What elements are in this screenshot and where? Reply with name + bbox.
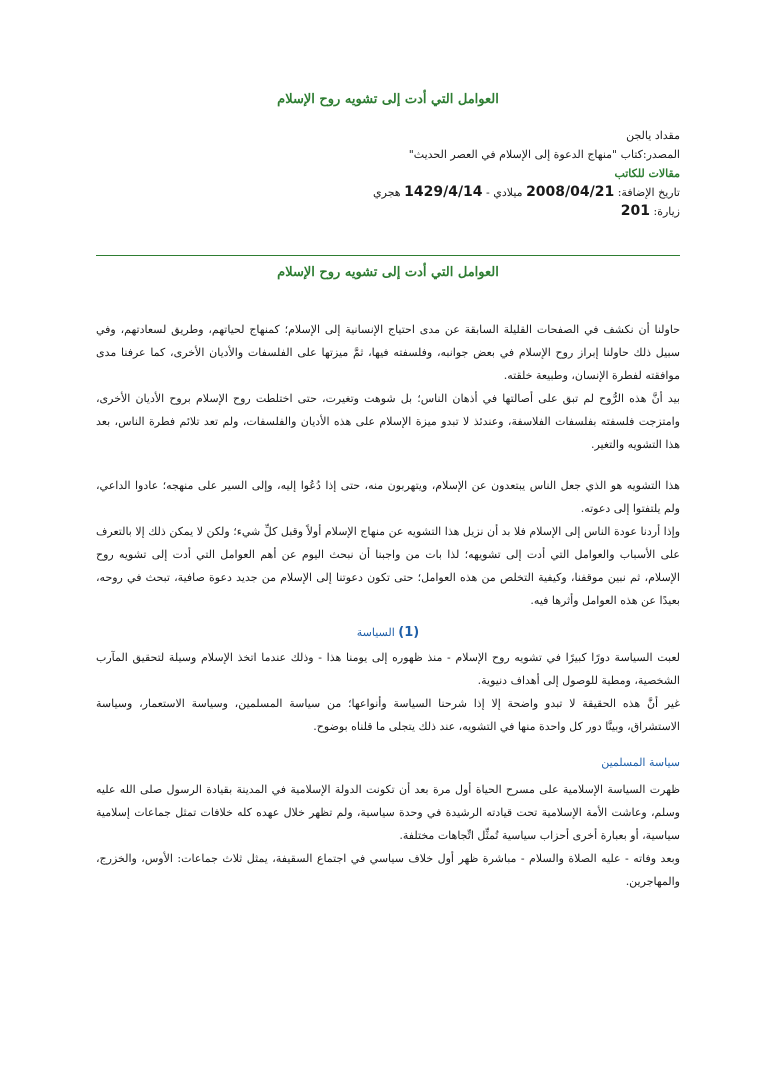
- visits-label: زيارة:: [653, 205, 680, 218]
- divider-line: [96, 255, 680, 256]
- source-text: كتاب "منهاج الدعوة إلى الإسلام في العصر الحديث": [408, 148, 643, 161]
- date-separator: -: [486, 186, 490, 199]
- date-hijri: 1429/4/14: [404, 184, 483, 200]
- date-label: تاريخ الإضافة:: [617, 186, 680, 199]
- page-title: العوامل التي أدت إلى تشويه روح الإسلام: [277, 92, 499, 107]
- date-gregorian: 2008/04/21: [526, 184, 615, 200]
- visits-line: [96, 202, 680, 221]
- paragraph: بيد أنَّ هذه الرُّوح لم تبق على أصالتها في أذهان الناس؛ بل شوهت وتغيرت، حتى اختلطت روح الإسلام بروح الأديان الأخرى، وامتزجت فلسفته بفلسفات الفلاسفة، وعندئذ لا تبدو ميزة الإسلام على هذه الأديان والفلسفات، ولم تعد تلائم فطرة الناس، بعد هذا التشويه والتغير.: [96, 392, 680, 451]
- article-metadata: [96, 126, 680, 221]
- author-name: مقداد يالجن: [626, 129, 680, 142]
- date-line: [96, 183, 680, 202]
- source-line: [96, 145, 680, 164]
- visits-count: 201: [620, 203, 650, 219]
- paragraph: وإذا أردنا عودة الناس إلى الإسلام فلا بد أن نزيل هذا التشويه عن منهاج الإسلام أولاً وقبل كلِّ شيء؛ ولكن لا يمكن ذلك إلا بالتعرف على الأسباب والعوامل التي أدت إلى تشويهه؛ لذا بات من واجبنا أن نبحث اليوم عن أهم العوامل التي أدت إلى تشويه روح الإسلام، ثم نبين موقفنا، وكيفية التخلص من هذه العوامل؛ حتى تكون دعوتنا إلى الإسلام من جديد دعوة صافية، تبحث في روحه، بعيدًا عن هذه العوامل وأثرها فيه.: [96, 525, 680, 607]
- hijri-word: هجري: [373, 186, 401, 199]
- section-number: (1): [398, 625, 420, 640]
- paragraph: وبعد وفاته - عليه الصلاة والسلام - مباشرة ظهر أول خلاف سياسي في اجتماع السقيفة، يمثل ثلاث جماعات: الأوس، والخزرج، والمهاجرين.: [96, 852, 680, 888]
- paragraph: ظهرت السياسة الإسلامية على مسرح الحياة أول مرة بعد أن تكونت الدولة الإسلامية في المدينة بقيادة الرسول صلى الله عليه وسلم، وعاشت الأمة الإسلامية تحت قيادته الرشيدة في وحدة سياسية، ولم تظهر خلال عهده كله خلافات تمثل جماعات إسلامية سياسية، أو بعبارة أخرى أحزاب سياسية تُمثِّل اتِّجاهات مختلفة.: [96, 783, 680, 842]
- article-body: [96, 318, 680, 893]
- author-articles-link[interactable]: مقالات للكاتب: [614, 167, 680, 180]
- section-title: السياسة: [356, 626, 395, 639]
- article-title: العوامل التي أدت إلى تشويه روح الإسلام: [277, 265, 499, 280]
- paragraph: لعبت السياسة دورًا كبيرًا في تشويه روح الإسلام - منذ ظهوره إلى يومنا هذا - وذلك عندما اتخذ الإسلام وسيلة لتحقيق المآرب الشخصية، ومطية للوصول إلى أهداف دنيوية.: [96, 651, 680, 687]
- gregorian-word: ميلادي: [493, 186, 523, 199]
- source-label: المصدر:: [642, 148, 680, 161]
- paragraph: غير أنَّ هذه الحقيقة لا تبدو واضحة إلا إذا شرحنا السياسة وأنواعها؛ من سياسة المسلمين، وسياسة الاستعمار، وسياسة الاستشراق، وبينَّا دور كل واحدة منها في التشويه، عند ذلك يتجلى ما قلناه بوضوح.: [96, 697, 680, 733]
- paragraph: حاولنا أن نكشف في الصفحات القليلة السابقة عن مدى احتياج الإنسانية إلى الإسلام؛ كمنهاج لحياتهم، وطريق لسعادتهم، وفي سبيل ذلك حاولنا إبراز روح الإسلام في بعض جوانبه، وفلسفته فيها، ثمَّ ميزتها على الفلسفات والأديان الأخرى، كما عرفنا مدى موافقته لفطرة الإنسان، وطبيعة خلقته.: [96, 323, 680, 382]
- paragraph: هذا التشويه هو الذي جعل الناس يبتعدون عن الإسلام، ويتهربون منه، حتى إذا دُعُوا إليه، وإلى السير على منهجه؛ عادوا الداعي، ولم يلتفتوا إلى دعوته.: [96, 479, 680, 515]
- section-heading: [96, 622, 680, 644]
- subsection-heading: سياسة المسلمين: [601, 756, 680, 769]
